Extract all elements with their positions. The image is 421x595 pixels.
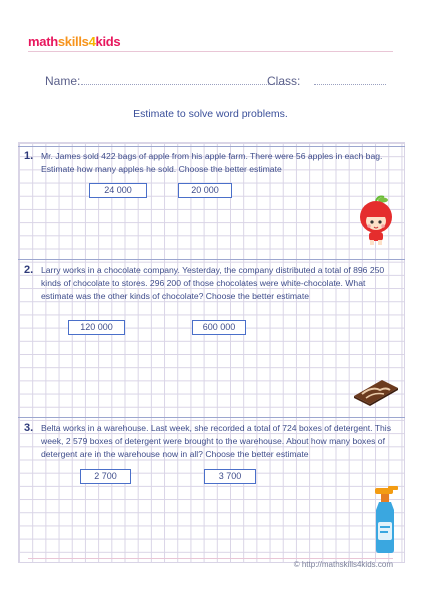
problem-text: Mr. James sold 422 bags of apple from his apple farm. There were 56 apples in each bag. Estimate how many apples he sold. Choose the better estimate — [41, 151, 383, 175]
answer-option-2b[interactable]: 600 000 — [192, 320, 246, 335]
class-label: Class: — [267, 74, 301, 88]
class-field[interactable] — [314, 84, 386, 85]
header-divider — [28, 51, 393, 52]
answer-option-1a[interactable]: 24 000 — [89, 183, 147, 198]
site-logo: mathskills4kids — [28, 34, 121, 49]
name-field[interactable] — [81, 84, 289, 85]
chocolate-bar-icon — [352, 378, 400, 406]
problem-number: 3. — [24, 422, 34, 434]
apple-character-icon — [356, 195, 396, 247]
answer-option-3a[interactable]: 2 700 — [80, 469, 131, 484]
problem-number: 1. — [24, 150, 34, 162]
problem-divider — [18, 417, 405, 418]
grid-paper-background — [18, 142, 405, 563]
problem-divider — [18, 146, 405, 147]
name-label: Name: — [45, 74, 81, 88]
answer-option-2a[interactable]: 120 000 — [68, 320, 125, 335]
problem-text: Larry works in a chocolate company. Yesterday, the company distributed a total of 896 250 kinds of chocolate to stores. 296 200 of those chocolates were white-chocolate. What estimate was the other kinds of chocolate? Choose the better estimate — [41, 265, 385, 302]
answer-option-3b[interactable]: 3 700 — [204, 469, 256, 484]
problem-divider — [18, 259, 405, 260]
footer-divider — [28, 558, 393, 559]
spray-bottle-icon — [372, 484, 402, 554]
problem-text: Belta works in a warehouse. Last week, she recorded a total of 724 boxes of detergent. This week, 2 579 boxes of detergent were brought to the warehouse. About how many boxes of detergent are in the warehouse now in all? Choose the better estimate — [41, 423, 392, 460]
answer-option-1b[interactable]: 20 000 — [178, 183, 232, 198]
problem-number: 2. — [24, 264, 34, 276]
instructions: Estimate to solve word problems. — [133, 108, 288, 120]
footer-url[interactable]: © http://mathskills4kids.com — [293, 560, 393, 569]
